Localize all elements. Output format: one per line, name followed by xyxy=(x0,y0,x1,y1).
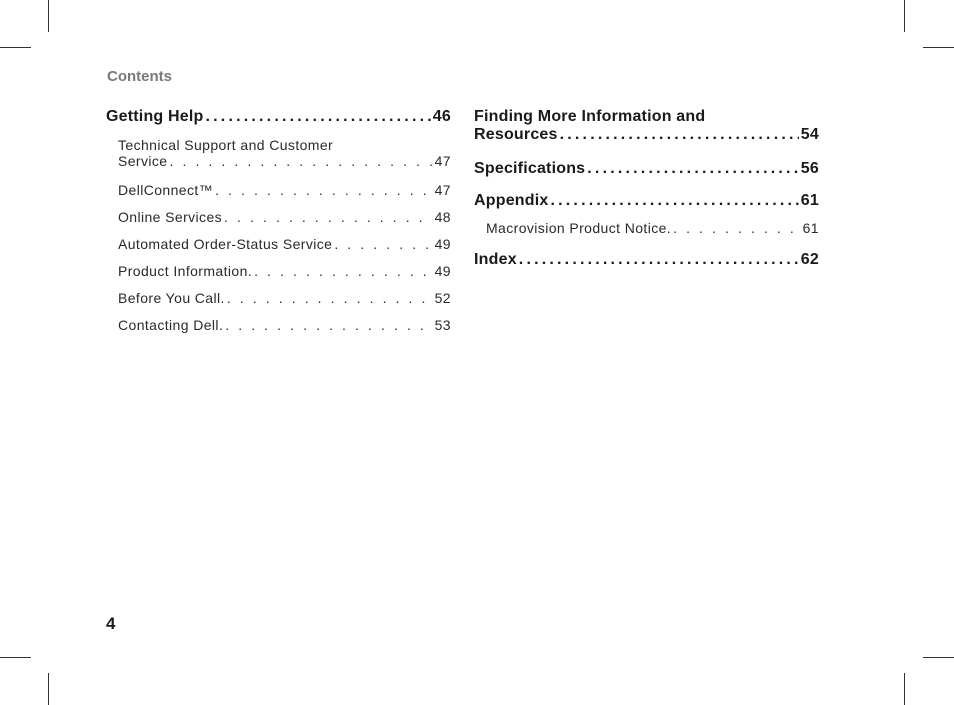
toc-page-number: 49 xyxy=(434,236,451,252)
toc-entry-label-line1: Finding More Information and xyxy=(474,108,706,125)
crop-mark xyxy=(48,0,49,32)
toc-entry-label: Macrovision Product Notice. xyxy=(486,220,672,236)
toc-entry-label: Specifications xyxy=(474,160,586,177)
toc-entry-contacting-dell[interactable] xyxy=(106,317,451,344)
toc-page-number: 54 xyxy=(800,126,819,143)
toc-entry-online-services[interactable] xyxy=(106,209,451,236)
toc-page-number: 46 xyxy=(432,108,451,125)
dot-leader xyxy=(587,160,799,178)
toc-entry-label: Automated Order-Status Service xyxy=(118,236,333,252)
toc-entry-before-you-call[interactable] xyxy=(106,290,451,317)
toc-page-number: 49 xyxy=(434,263,451,279)
toc-entry-label: Online Services xyxy=(118,209,223,225)
toc-right-column xyxy=(474,108,819,279)
toc-page-number: 56 xyxy=(800,160,819,177)
crop-mark xyxy=(904,0,905,32)
toc-page-number: 62 xyxy=(800,251,819,268)
toc-entry-macrovision[interactable] xyxy=(474,220,819,251)
dot-leader xyxy=(227,290,433,306)
toc-page-number: 47 xyxy=(434,182,451,198)
toc-entry-label: Getting Help xyxy=(106,108,204,125)
dot-leader xyxy=(334,236,432,252)
toc-page-number: 61 xyxy=(802,220,819,236)
toc-entry-dellconnect[interactable] xyxy=(106,182,451,209)
toc-entry-label: Appendix xyxy=(474,192,549,209)
toc-entry-label: DellConnect™ xyxy=(118,182,214,198)
toc-entry-technical-support[interactable] xyxy=(106,137,451,182)
toc-entry-label: Index xyxy=(474,251,517,268)
toc-entry-label: Service xyxy=(118,153,168,169)
crop-mark xyxy=(923,657,954,658)
toc-page-number: 52 xyxy=(434,290,451,306)
toc-entry-getting-help[interactable] xyxy=(106,108,451,137)
dot-leader xyxy=(206,108,431,126)
toc-page-number: 53 xyxy=(434,317,451,333)
toc-page-number: 48 xyxy=(434,209,451,225)
toc-entry-finding-more-information[interactable] xyxy=(474,108,819,160)
crop-mark xyxy=(904,673,905,705)
toc-page-number: 47 xyxy=(434,153,451,169)
dot-leader xyxy=(519,251,799,269)
section-title: Contents xyxy=(107,68,172,85)
dot-leader xyxy=(254,263,433,279)
toc-entry-label: Resources xyxy=(474,126,558,143)
toc-entry-label-line1: Technical Support and Customer xyxy=(118,137,334,153)
dot-leader xyxy=(215,182,433,198)
page-number: 4 xyxy=(106,614,116,633)
dot-leader xyxy=(673,220,801,236)
dot-leader xyxy=(224,209,433,225)
dot-leader xyxy=(560,126,799,144)
toc-entry-specifications[interactable] xyxy=(474,160,819,192)
crop-mark xyxy=(923,47,954,48)
crop-mark xyxy=(0,657,31,658)
dot-leader xyxy=(551,192,799,210)
toc-entry-label: Before You Call. xyxy=(118,290,225,306)
toc-left-column xyxy=(106,108,451,344)
toc-entry-order-status[interactable] xyxy=(106,236,451,263)
toc-entry-appendix[interactable] xyxy=(474,192,819,220)
crop-mark xyxy=(0,47,31,48)
toc-entry-index[interactable] xyxy=(474,251,819,279)
crop-mark xyxy=(48,673,49,705)
toc-page-number: 61 xyxy=(800,192,819,209)
dot-leader xyxy=(225,317,432,333)
toc-entry-product-information[interactable] xyxy=(106,263,451,290)
dot-leader xyxy=(169,153,432,169)
toc-entry-label: Contacting Dell. xyxy=(118,317,224,333)
toc-entry-label: Product Information. xyxy=(118,263,253,279)
